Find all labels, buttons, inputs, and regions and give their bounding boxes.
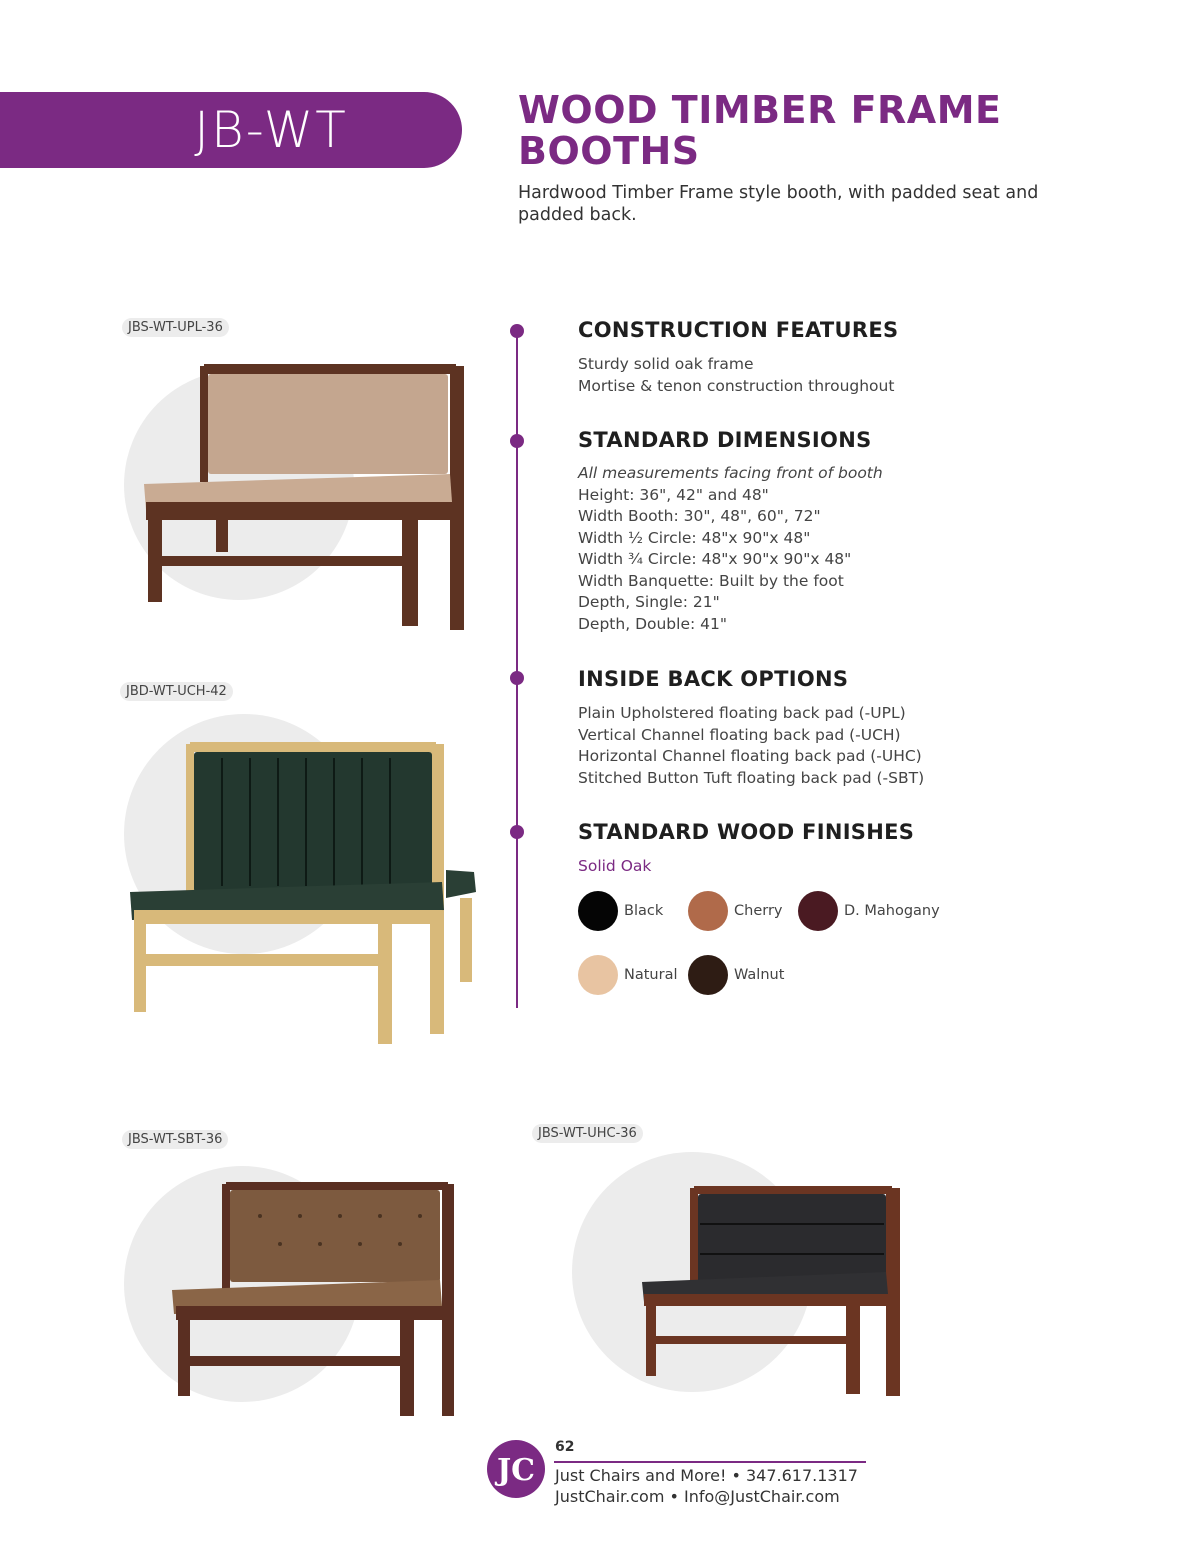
frame-leg xyxy=(646,1304,656,1376)
timeline-dot xyxy=(510,671,524,685)
frame-stretcher xyxy=(146,954,378,966)
construction-list xyxy=(578,354,894,397)
dimension-line: Depth, Double: 41" xyxy=(578,614,727,633)
logo-letters: JC xyxy=(496,1453,536,1488)
back-options-list xyxy=(578,703,924,789)
frame-leg xyxy=(216,512,228,552)
frame-leg xyxy=(846,1302,860,1394)
finish-swatch-cherry[interactable] xyxy=(688,891,782,931)
finish-swatch-black[interactable] xyxy=(578,891,663,931)
swatch-color xyxy=(688,955,728,995)
section-timeline xyxy=(516,330,518,1008)
footer-contact-phone: Just Chairs and More! • 347.617.1317 xyxy=(555,1466,858,1485)
frame-rail xyxy=(694,1186,892,1194)
finish-swatch-d-mahogany[interactable] xyxy=(798,891,940,931)
timeline-dot xyxy=(510,825,524,839)
frame-rail xyxy=(190,742,436,752)
back-cushion xyxy=(194,752,432,892)
dimension-line: Width Booth: 30", 48", 60", 72" xyxy=(578,507,821,525)
frame-post xyxy=(186,744,194,894)
booth-image-sbt xyxy=(170,1180,456,1420)
finish-swatch-natural[interactable] xyxy=(578,955,677,995)
dimensions-note: All measurements facing front of booth xyxy=(578,464,883,482)
swatch-color xyxy=(688,891,728,931)
product-sku-tag: JBS-WT-UPL-36 xyxy=(122,318,229,337)
construction-line: Sturdy solid oak frame xyxy=(578,355,754,373)
page-title: WOOD TIMBER FRAME BOOTHS xyxy=(518,88,1002,173)
swatch-label: Natural xyxy=(624,967,678,983)
frame-rail xyxy=(226,1182,448,1190)
swatch-color xyxy=(578,955,618,995)
frame-post xyxy=(690,1188,698,1284)
dimension-line: Width ½ Circle: 48"x 90"x 48" xyxy=(578,528,811,547)
frame-rail xyxy=(204,364,456,374)
frame-leg xyxy=(148,518,162,602)
dimensions-title: STANDARD DIMENSIONS xyxy=(578,428,872,452)
timeline-dot xyxy=(510,324,524,338)
frame-stretcher xyxy=(162,556,404,566)
page-subtitle: Hardwood Timber Frame style booth, with padded seat and padded back. xyxy=(518,183,1039,225)
back-cushion xyxy=(698,1194,886,1284)
swatch-label: Walnut xyxy=(734,967,785,983)
frame-post xyxy=(886,1188,900,1396)
back-option-line: Vertical Channel floating back pad (-UCH) xyxy=(578,725,901,744)
finishes-subtitle: Solid Oak xyxy=(578,857,652,875)
seat-apron xyxy=(134,910,442,924)
frame-post xyxy=(450,366,464,630)
back-option-line: Horizontal Channel floating back pad (-UHC) xyxy=(578,747,922,765)
product-sku-tag: JBD-WT-UCH-42 xyxy=(120,682,233,701)
frame-leg xyxy=(378,920,392,1044)
page-number: 62 xyxy=(555,1439,575,1455)
swatch-color xyxy=(798,891,838,931)
back-option-line: Stitched Button Tuft floating back pad (-SBT) xyxy=(578,768,925,787)
product-code-banner xyxy=(0,92,462,168)
swatch-color xyxy=(578,891,618,931)
construction-line: Mortise & tenon construction throughout xyxy=(578,376,895,395)
booth-image-uch xyxy=(126,742,478,1046)
frame-leg xyxy=(400,1316,414,1416)
dimension-line: Width ¾ Circle: 48"x 90"x 90"x 48" xyxy=(578,550,852,568)
frame-post xyxy=(442,1184,454,1416)
product-code: JB-WT xyxy=(194,101,348,159)
back-options-title: INSIDE BACK OPTIONS xyxy=(578,667,849,691)
dimension-line: Height: 36", 42" and 48" xyxy=(578,485,769,504)
swatch-label: Cherry xyxy=(734,903,783,919)
frame-stretcher xyxy=(656,1336,848,1344)
booth-image-uhc xyxy=(640,1186,908,1400)
rear-seat-cushion xyxy=(446,870,476,898)
swatch-label: Black xyxy=(624,903,664,919)
finish-swatch-walnut[interactable] xyxy=(688,955,784,995)
dimensions-list xyxy=(578,463,883,635)
dimension-line: Width Banquette: Built by the foot xyxy=(578,571,844,590)
finishes-title: STANDARD WOOD FINISHES xyxy=(578,820,915,844)
timeline-dot xyxy=(510,434,524,448)
frame-stretcher xyxy=(190,1356,402,1366)
product-sku-tag: JBS-WT-SBT-36 xyxy=(122,1130,228,1149)
frame-post xyxy=(200,366,208,482)
frame-leg xyxy=(178,1318,190,1396)
frame-leg xyxy=(460,898,472,982)
back-cushion xyxy=(230,1190,440,1282)
swatch-label: D. Mahogany xyxy=(844,903,940,919)
brand-logo xyxy=(487,1440,545,1498)
frame-leg xyxy=(134,922,146,1012)
frame-leg xyxy=(402,514,418,626)
back-option-line: Plain Upholstered floating back pad (-UPL) xyxy=(578,704,906,722)
product-sku-tag: JBS-WT-UHC-36 xyxy=(532,1124,643,1143)
back-cushion xyxy=(208,374,448,474)
footer-contact-web: JustChair.com • Info@JustChair.com xyxy=(555,1487,840,1506)
construction-title: CONSTRUCTION FEATURES xyxy=(578,318,899,342)
dimension-line: Depth, Single: 21" xyxy=(578,593,720,611)
footer-divider xyxy=(554,1461,866,1463)
booth-image-upl xyxy=(138,362,472,632)
frame-post xyxy=(222,1184,230,1290)
